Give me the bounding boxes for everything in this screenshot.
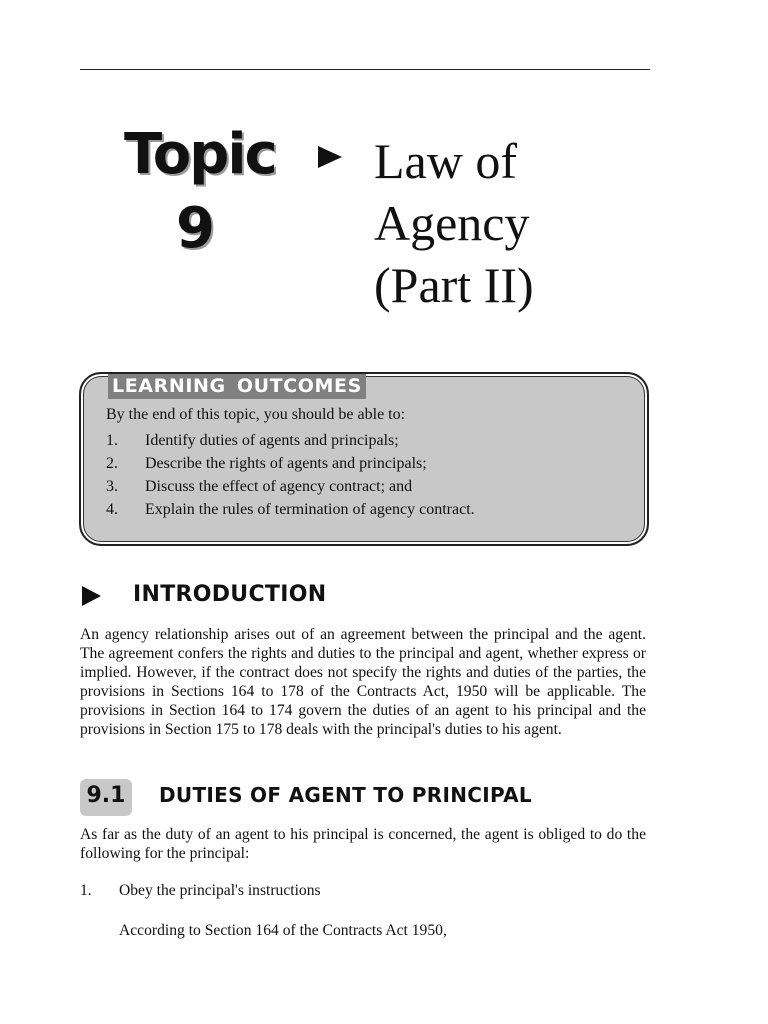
- topic-title-line: Law of: [374, 133, 517, 189]
- list-item: [106, 429, 475, 452]
- topic-title: [374, 130, 674, 316]
- topic-title-line: (Part II): [374, 257, 534, 313]
- topic-title-line: Agency: [374, 195, 530, 251]
- list-item: [106, 498, 475, 521]
- list-item-text: Explain the rules of termination of agency contract.: [145, 501, 475, 518]
- topic-number: 9: [176, 196, 215, 261]
- list-item-number: 1.: [106, 432, 118, 449]
- learning-outcomes-header: LEARNING OUTCOMES: [108, 374, 366, 399]
- list-item-text: Identify duties of agents and principals;: [145, 432, 399, 449]
- duty-item-number: 1.: [80, 882, 92, 899]
- learning-outcomes-intro: By the end of this topic, you should be able to:: [106, 406, 406, 423]
- learning-outcomes-list: [106, 429, 475, 521]
- duty-item-subtext: According to Section 164 of the Contracts Act 1950,: [119, 922, 447, 939]
- section-paragraph: As far as the duty of an agent to his principal is concerned, the agent is obliged to do the following for the principal:: [80, 826, 646, 862]
- list-item-number: 4.: [106, 501, 118, 518]
- section-arrow-icon: [82, 586, 102, 606]
- topic-label: Topic: [124, 122, 276, 187]
- introduction-paragraph: An agency relationship arises out of an agreement between the principal and the agent. The agreement confers the rights and duties to the principal and agent, whether express or implied. However, if the contract does not specify the rights and duties of the parties, the provisions in Sections 164 to 178 of the Contracts Act, 1950 will be applicable. The provisions in Section 164 to 174 govern the duties of an agent to his principal and the provisions in Section 175 to 178 deals with the principal's duties to his agent.: [80, 626, 646, 738]
- section-heading: DUTIES OF AGENT TO PRINCIPAL: [159, 783, 532, 807]
- list-item: [106, 475, 475, 498]
- duty-item-text: Obey the principal's instructions: [119, 882, 321, 899]
- list-item: [106, 452, 475, 475]
- section-number-badge: 9.1: [80, 779, 132, 816]
- list-item-number: 2.: [106, 455, 118, 472]
- list-item-number: 3.: [106, 478, 118, 495]
- top-rule: [80, 69, 650, 70]
- introduction-heading: INTRODUCTION: [133, 582, 327, 607]
- list-item-text: Discuss the effect of agency contract; and: [145, 478, 413, 495]
- title-arrow-icon: [318, 146, 344, 168]
- list-item-text: Describe the rights of agents and principals;: [145, 455, 427, 472]
